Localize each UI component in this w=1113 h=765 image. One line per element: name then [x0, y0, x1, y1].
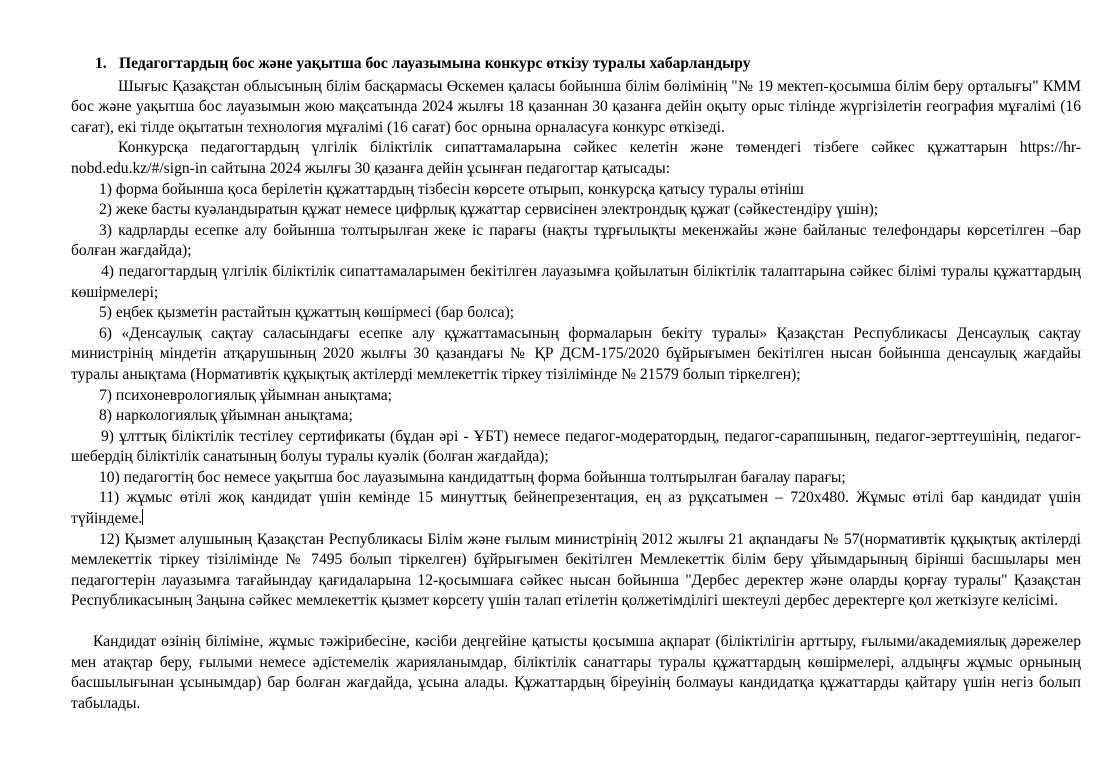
requirement-item-10: 10) педагогтің бос немесе уақытша бос лауазымына кандидаттың форма бойынша толтырылған бағалау парағы;: [99, 468, 846, 486]
requirement-item-12: 12) Қызмет алушының Қазақстан Республикасы Білім және ғылым министрінің 2012 жылғы 21 ақпандағы № 57(нормативтік құқықтық актілерді мемлекеттік тіркеу тізілімінде № 7495 болып тіркелген) бұйрығымен бекітілген Мемлекеттік білім беру ұйымдарының бірінші басшылары мен педагогтерін лауазымға тағайындау қағидаларына 12-қосымшаға сәйкес нысан бойынша "Дербес деректер және оларды қорғау туралы" Қазақстан Республикасының Заңына сәйкес мемлекеттік қызмет көрсету үшін талап етілетін қолжетімділігі шектеулі дербес деректерге қол жеткізуге келісімі.: [71, 530, 1081, 610]
requirement-item-2: 2) жеке басты куәландыратын құжат немесе цифрлық құжаттар сервисінен электрондық құжат (сәйкестендіру үшін);: [99, 201, 879, 219]
requirement-item-1: 1) форма бойынша қоса берілетін құжаттардың тізбесін көрсете отырып, конкурсқа қатысу туралы өтініш: [99, 180, 804, 198]
intro-paragraph-1: Шығыс Қазақстан облысының білім басқармасы Өскемен қаласы бойынша білім бөлімінің "№ 19 мектеп-қосымша білім беру орталығы" КММ бос және уақытша бос лауазымын жою мақсатында 2024 жылғы 18 қазаннан 30 қазанға дейін оқыту орыс тілінде жүргізілетін география мұғалімі (16 сағат), екі тілде оқытатын технология мұғалімі (16 сағат) бос орнына орналасуға конкурс өткізеді.: [71, 77, 1081, 136]
requirement-item-3: 3) кадрларды есепке алу бойынша толтырылған жеке іс парағы (нақты тұрғылықты мекенжайы және байланыс телефондары көрсетілген –бар болған жағдайда);: [71, 221, 1081, 260]
paragraph-gap: [71, 612, 1081, 632]
requirement-item-8: 8) наркологиялық ұйымнан анықтама;: [99, 407, 353, 425]
requirement-item-11[interactable]: [71, 488, 1081, 529]
requirement-item-9: 9) ұлттық біліктілік тестілеу сертификаты (бұдан әрі - ҰБТ) немесе педагог-модератордың, педагог-сарапшының, педагог-зерттеушінің, педагог-шебердің біліктілік санатының болуы туралы куәлік (болған жағдайда);: [71, 427, 1081, 466]
heading-number: 1.: [95, 55, 107, 72]
closing-paragraph: Кандидат өзінің біліміне, жұмыс тәжірибесіне, кәсіби деңгейіне қатысты қосымша ақпарат (біліктілігін арттыру, ғылыми/академиялық дәрежелер мен атақтар беру, ғылыми немесе әдістемелік жарияланымдар, біліктілік санаттары туралы құжаттардың көшірмелері, алдыңғы жұмыс орнының басшылығынан ұсынымдар) бар болған жағдайда, ұсына алады. Құжаттардың біреуінің болмауы кандидатқа құжаттарды қайтару үшін негіз болып табылады.: [71, 633, 1081, 712]
requirement-item-7: 7) психоневрологиялық ұйымнан анықтама;: [99, 386, 392, 404]
text-cursor: [142, 509, 143, 525]
intro-paragraph-2: Конкурсқа педагогтардың үлгілік біліктілік сипаттамаларына сәйкес келетін және төмендегі тізбеге сәйкес құжаттарын https://hr-nobd.edu.kz/#/sign-in сайтына 2024 жылғы 30 қазанға дейін ұсынған педагогтар қатысады:: [71, 139, 1081, 177]
requirement-item-5: 5) еңбек қызметін растайтын құжаттың көшірмесі (бар болса);: [99, 304, 515, 322]
requirement-item-11-text: 11) жұмыс өтілі жоқ кандидат үшін кемінде 15 минуттық бейнепрезентация, ең аз рұқсатымен – 720x480. Жұмыс өтілі бар кандидат үшін түйіндеме.: [71, 489, 1081, 528]
heading-title: Педагогтардың бос және уақытша бос лауазымына конкурс өткізу туралы хабарландыру: [119, 55, 751, 72]
requirement-item-4: 4) педагогтардың үлгілік біліктілік сипаттамаларымен бекітілген лауазымға қойылатын біліктілік талаптарына сәйкес білімі туралы құжаттардың көшірмелері;: [71, 262, 1081, 301]
requirement-item-6: 6) «Денсаулық сақтау саласындағы есепке алу құжаттамасының формаларын бекіту туралы» Қазақстан Республикасы Денсаулық сақтау министрінің міндетін атқарушының 2020 жылғы 30 қазандағы № ҚР ДСМ-175/2020 бұйрығымен бекітілген нысан бойынша денсаулық жағдайы туралы анықтама (Нормативтік құқықтық актілерді мемлекеттік тіркеу тізілімінде № 21579 болып тіркелген);: [71, 324, 1081, 383]
announcement-heading: [95, 54, 1081, 75]
